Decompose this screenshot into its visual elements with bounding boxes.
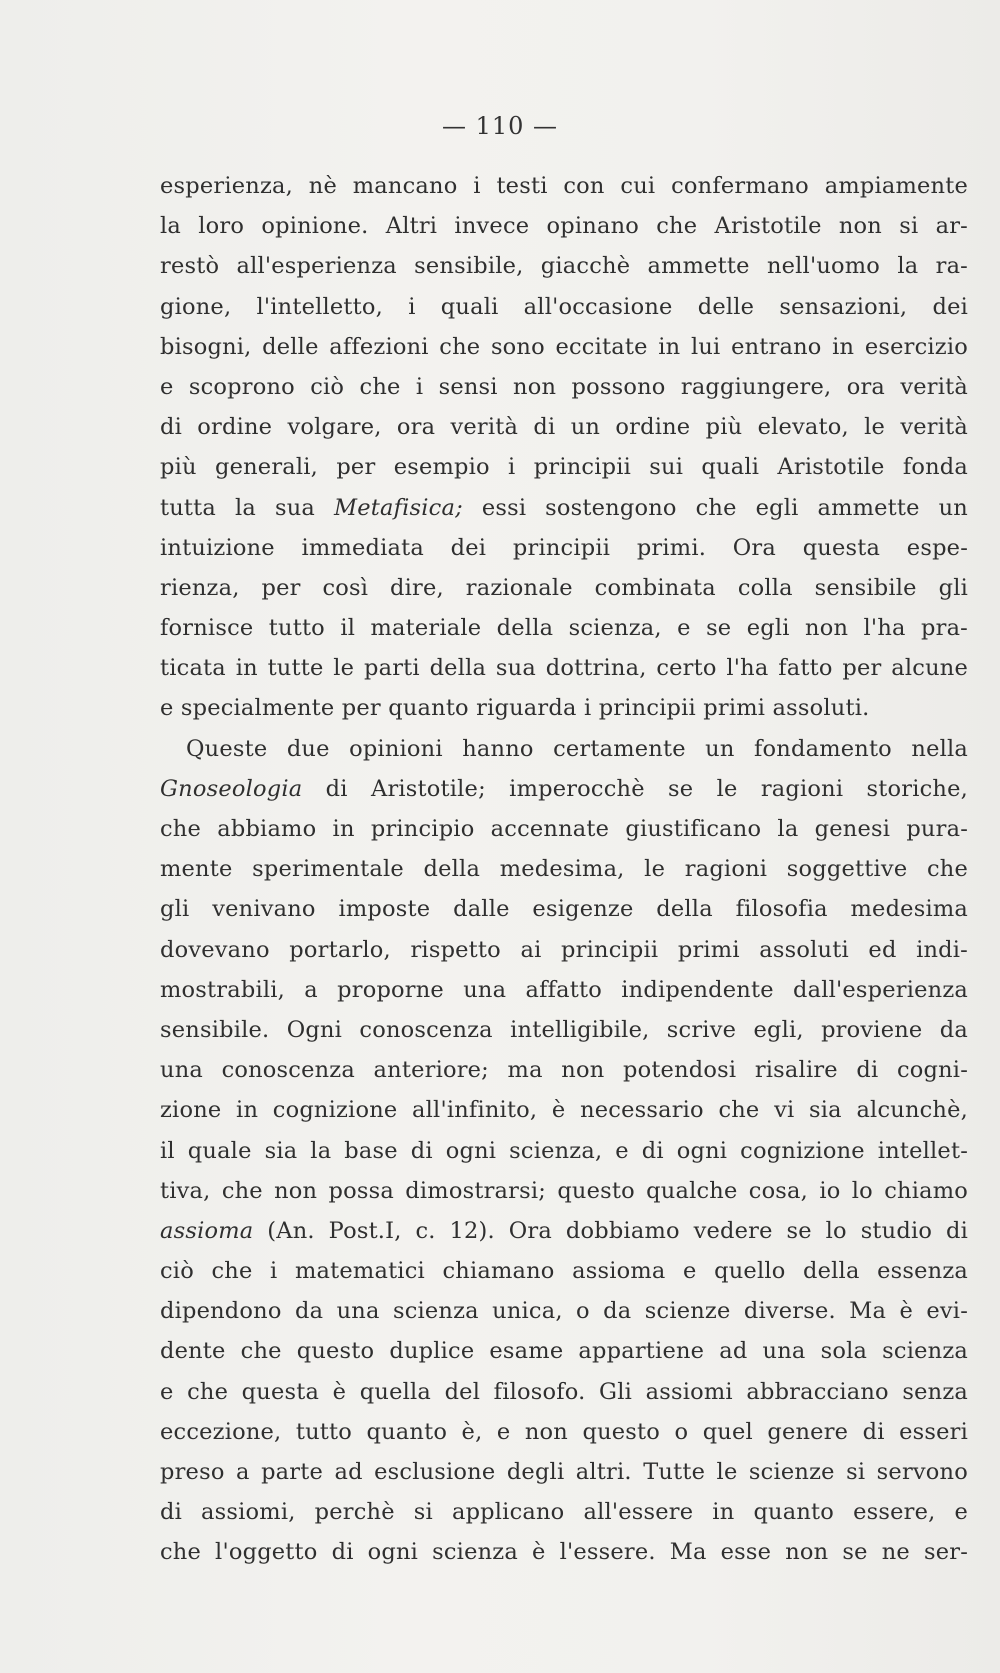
text-line	[160, 769, 968, 809]
text-line: e che questa è quella del filosofo. Gli assiomi abbracciano senza	[160, 1378, 968, 1405]
body-text	[160, 166, 968, 1573]
text-line: zione in cognizione all'infinito, è necessario che vi sia alcunchè,	[160, 1097, 968, 1124]
text-line: una conoscenza anteriore; ma non potendosi risalire di cogni-	[160, 1057, 968, 1084]
text-line: preso a parte ad esclusione degli altri. Tutte le scienze si servono	[160, 1459, 968, 1485]
text-line: dovevano portarlo, rispetto ai principii primi assoluti ed indi-	[160, 936, 968, 963]
text-line: ciò che i matematici chiamano assioma e quello della essenza	[160, 1258, 968, 1285]
text-segment: di Aristotile; imperocchè se le ragioni storiche,	[302, 775, 968, 802]
text-line: il quale sia la base di ogni scienza, e di ogni cognizione intellet-	[160, 1137, 968, 1164]
text-line: Queste due opinioni hanno certamente un fondamento nella	[186, 735, 968, 762]
text-line: mente sperimentale della medesima, le ragioni soggettive che	[160, 856, 968, 883]
page-number: — 110 —	[441, 112, 559, 140]
italic-term: assioma	[160, 1217, 254, 1244]
text-line: esperienza, nè mancano i testi con cui confermano ampiamente	[160, 173, 968, 199]
text-line: più generali, per esempio i principii sui quali Aristotile fonda	[160, 454, 968, 481]
text-line: intuizione immediata dei principii primi. Ora questa espe-	[160, 534, 968, 561]
text-line	[160, 1211, 968, 1251]
text-line: dipendono da una scienza unica, o da scienze diverse. Ma è evi-	[160, 1298, 968, 1325]
text-line: fornisce tutto il materiale della scienza, e se egli non l'ha pra-	[160, 615, 968, 642]
text-line: mostrabili, a proporne una affatto indipendente dall'esperienza	[160, 976, 968, 1003]
text-line: bisogni, delle affezioni che sono eccitate in lui entrano in esercizio	[160, 333, 968, 360]
text-line: che abbiamo in principio accennate giustificano la genesi pura-	[160, 816, 968, 842]
text-segment: essi sostengono che egli ammette un	[462, 494, 968, 521]
italic-title: Metafisica;	[333, 494, 463, 521]
text-line: ticata in tutte le parti della sua dottrina, certo l'ha fatto per alcune	[160, 655, 968, 682]
text-segment: (An. Post.I, c. 12). Ora dobbiamo vedere se lo studio di	[253, 1217, 968, 1244]
text-line: tiva, che non possa dimostrarsi; questo qualche cosa, io lo chiamo	[160, 1177, 968, 1204]
text-line: la loro opinione. Altri invece opinano che Aristotile non si ar-	[160, 213, 968, 240]
text-line: sensibile. Ogni conoscenza intelligibile, scrive egli, proviene da	[160, 1016, 968, 1043]
text-line: dente che questo duplice esame appartiene ad una sola scienza	[160, 1338, 968, 1365]
text-line: gione, l'intelletto, i quali all'occasione delle sensazioni, dei	[160, 293, 968, 320]
text-line: e scoprono ciò che i sensi non possono raggiungere, ora verità	[160, 373, 968, 400]
text-line: rienza, per così dire, razionale combinata colla sensibile gli	[160, 574, 968, 601]
text-line: e specialmente per quanto riguarda i principii primi assoluti.	[160, 695, 870, 722]
text-line: di assiomi, perchè si applicano all'essere in quanto essere, e	[160, 1499, 968, 1526]
text-line: gli venivano imposte dalle esigenze della filosofia medesima	[160, 896, 968, 923]
text-line: restò all'esperienza sensibile, giacchè ammette nell'uomo la ra-	[160, 253, 968, 280]
text-segment: tutta la sua	[160, 494, 334, 521]
italic-term: Gnoseologia	[160, 775, 303, 802]
text-line: eccezione, tutto quanto è, e non questo o quel genere di esseri	[160, 1418, 968, 1445]
text-line: di ordine volgare, ora verità di un ordine più elevato, le verità	[160, 414, 968, 441]
text-line	[160, 488, 968, 528]
text-line: che l'oggetto di ogni scienza è l'essere. Ma esse non se ne ser-	[160, 1539, 968, 1566]
